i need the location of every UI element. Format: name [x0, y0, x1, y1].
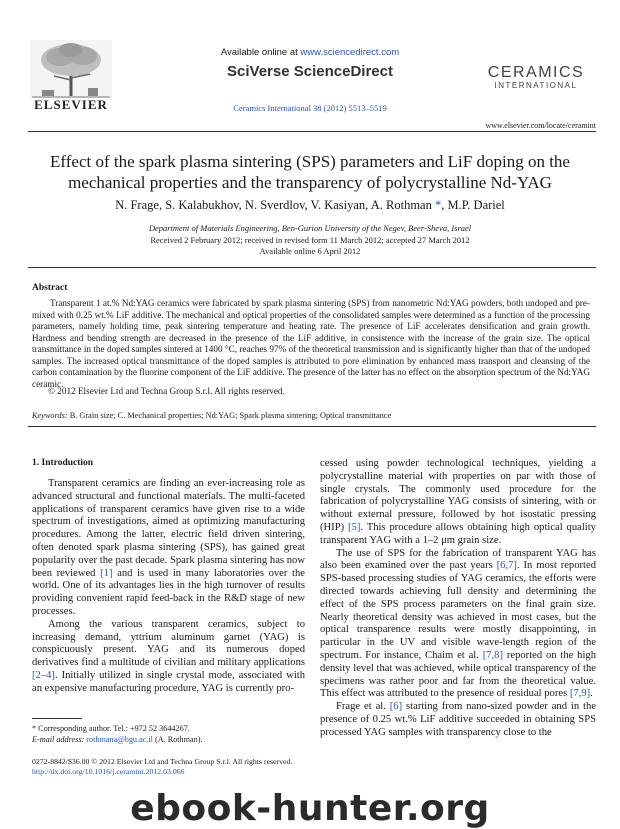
reference-link[interactable]: [7,8] [482, 649, 504, 661]
text-run: and is used in many laboratories over the world. One of its advantages lies in the high turnover of results providing convenient rapid feed-back in the R&D stage of new processes. [32, 567, 305, 617]
keywords-label: Keywords: [32, 411, 68, 420]
corresponding-author-mark[interactable]: * [431, 198, 442, 212]
left-column [32, 478, 305, 696]
abstract-copyright: © 2012 Elsevier Ltd and Techna Group S.r.l. All rights reserved. [48, 386, 285, 396]
authors-after: , M.P. Dariel [441, 198, 505, 212]
watermark: ebook-hunter.org [130, 788, 490, 829]
text-run: The use of SPS for the fabrication of transparent YAG has also been examined over the past years [320, 547, 596, 572]
text-run: reported on the high density level that was achieved, while optical transparency of the specimens was rather poor and far from the theoretical value. This effect was attributed to the presence of residual pores [320, 649, 596, 700]
text-run: starting from nano-sized powder and in the presence of 0.25 wt.% LiF additive succeeded in obtaining SPS processed YAG samples with transparency close to the [320, 701, 596, 738]
text-run: . This procedure allows obtaining high optical quality transparent YAG with a 1–2 μm grain size. [320, 521, 596, 546]
journal-logo-line1: CERAMICS [487, 64, 585, 81]
footnote-divider [32, 718, 82, 719]
reference-link[interactable]: [5] [348, 521, 361, 533]
doi-link[interactable]: http://dx.doi.org/10.1016/j.ceramint.2012.03.066 [32, 767, 185, 776]
front-matter [32, 757, 432, 777]
paragraph [320, 458, 596, 548]
sciencedirect-link[interactable]: www.sciencedirect.com [300, 47, 400, 58]
article-title: Effect of the spark plasma sintering (SPS) parameters and LiF doping on the mechanical properties and the transparency of polycrystalline Nd-YAG [50, 152, 570, 192]
keywords [32, 411, 391, 420]
abstract-text: Transparent 1 at.% Nd:YAG ceramics were fabricated by spark plasma sintering (SPS) from nanometric Nd:YAG powders, both undoped and pre-mixed with 0.25 wt.% LiF additive. The mechanical and optical properties of the consolidated samples were determined as a function of the processing parameters, namely holding time, peak sintering temperature and heating rate. The presence of LiF accelerates densification and grain growth. Hardness and bending strength are decreased in the presence of the LiF additive, in consistence with the increase of the grain size. The optical transmittance in the doped samples sintered at 1400 °C, reaches 97% of the theoretical transmission and is significantly higher than that of the undoped samples. The increased optical transmittance of the doped samples is attributed to pore elimination by enhanced mass transport and cleansing of the carbon contamination by the fluorine component of the LiF additive. The presence of the latter has no effect on the absorption spectrum of the Nd:YAG ceramic. [32, 298, 590, 389]
section-heading-introduction: 1. Introduction [32, 458, 94, 468]
authors-before: N. Frage, S. Kalabukhov, N. Sverdlov, V. Kasiyan, A. Rothman [115, 198, 432, 212]
reference-link[interactable]: [6,7] [496, 560, 517, 572]
reference-link[interactable]: [6] [389, 701, 403, 713]
text-run: . In most reported SPS-based processing studies of YAG ceramics, the efforts were directed towards achieving full density and determining the effect of the SPS process parameters on the final grain size. Nearly theoretical density was achieved in most cases, but the optical transparence results were mostly disappointing, in particular in the UV and visible wave-length region of the spectrum. For instance, Chaim et al. [320, 560, 596, 661]
reference-link[interactable]: [7,9] [569, 688, 591, 700]
reference-link[interactable]: [1] [100, 567, 113, 579]
email-suffix: (A. Rothman). [152, 735, 203, 744]
abstract-heading: Abstract [32, 283, 68, 293]
author-list [30, 198, 590, 213]
paragraph [32, 619, 305, 696]
right-column [320, 458, 596, 740]
text-run: Transparent ceramics are finding an ever-increasing role as advanced structural and functional materials. The multi-faceted applications of transparent ceramics have given rise to a wide spectrum of investigations, aimed at optimizing manufacturing procedures. Among the latter, electric field driven sintering, often denoted spark plasma sintering (SPS), has gained great popularity over the past decade. Spark plasma sintering has now been reviewed [32, 478, 305, 579]
publisher-name: ELSEVIER [34, 97, 108, 112]
article-dates [30, 235, 590, 257]
paragraph [320, 701, 596, 739]
email-label: E-mail address: [32, 735, 87, 744]
received-dates: Received 2 February 2012; received in revised form 11 March 2012; accepted 27 March 2012 [150, 235, 470, 245]
platform-name: SciVerse ScienceDirect [227, 63, 393, 80]
abstract-top-divider [28, 267, 596, 268]
text-run: . Initially utilized in single crystal mode, associated with an expensive manufacturing procedure, YAG is currently pro- [32, 669, 305, 694]
text-run: cessed using powder technological techniques, yielding a polycrystalline material with properties on par with those of single crystals. The commonly used procedure for the fabrication of polycrystalline YAG consists of sintering, with or without external pressure, followed by hot isostatic pressing (HIP) [320, 458, 596, 533]
keywords-list: B. Grain size; C. Mechanical properties; Nd:YAG; Spark plasma sintering; Optical transmittance [67, 411, 392, 420]
journal-url[interactable]: www.elsevier.com/locate/ceramint [485, 121, 596, 130]
text-run: Frage et al. [336, 701, 390, 713]
journal-logo-line2: INTERNATIONAL [494, 81, 578, 90]
header-divider [28, 131, 596, 132]
text-run: . [590, 688, 593, 700]
available-online-date: Available online 6 April 2012 [259, 246, 361, 256]
affiliation: Department of Materials Engineering, Ben-Gurion University of the Negev, Beer-Sheva, Israel [148, 223, 472, 233]
corresponding-author-note: * Corresponding author. Tel.: +972 52 3644267. [32, 724, 190, 733]
email-link[interactable]: rothmana@bgu.ac.il [86, 735, 153, 744]
text-run: Among the various transparent ceramics, subject to increasing demand, yttrium aluminum garnet (YAG) is conspicuously present. YAG and its numerous doped derivatives find a multitude of civilian and military applications [32, 618, 305, 669]
abstract-bottom-divider [28, 426, 596, 427]
footnote [32, 723, 302, 745]
journal-logo [476, 64, 596, 91]
reference-link[interactable]: [2–4] [32, 669, 55, 681]
journal-citation-link[interactable]: Ceramics International 38 (2012) 5513–5519 [233, 103, 387, 113]
email-line [32, 734, 302, 745]
issn-line: 0272-8842/$36.00 © 2012 Elsevier Ltd and Techna Group S.r.l. All rights reserved. [32, 757, 293, 766]
paragraph [320, 548, 596, 702]
available-online-line [0, 47, 620, 58]
available-online-prefix: Available online at [220, 47, 301, 58]
paragraph [32, 478, 305, 619]
